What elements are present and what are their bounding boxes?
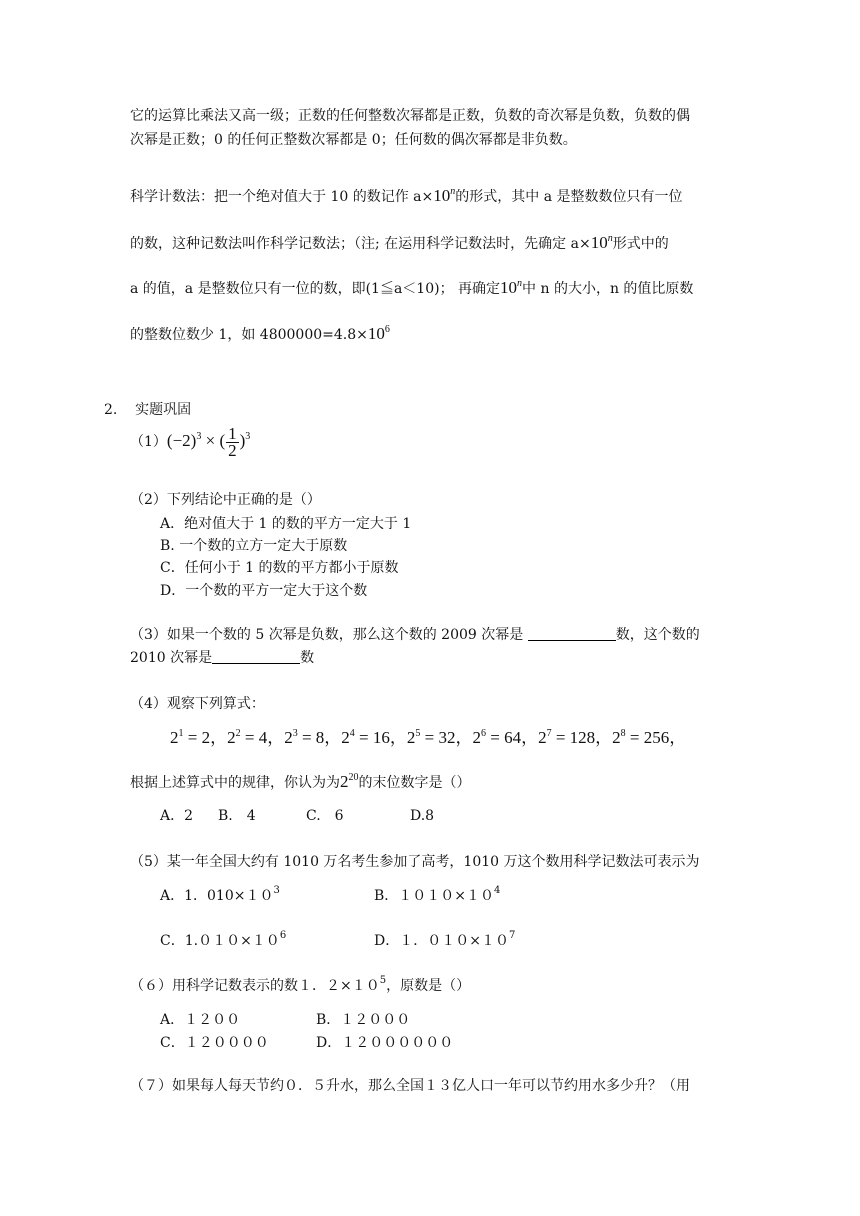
- answer-blank-2[interactable]: [212, 649, 300, 664]
- power-equation: $2^8 = 256$，: [612, 728, 687, 747]
- question-2-stem: （2）下列结论中正确的是（）: [130, 492, 321, 508]
- q6-option-c: C．１２００００: [160, 1035, 269, 1051]
- q2-option-b: B. 一个数的立方一定大于原数: [160, 538, 348, 554]
- power-equation: $2^4 = 16$，: [341, 728, 407, 747]
- q2-option-d: D．一个数的平方一定大于这个数: [160, 583, 368, 599]
- power-10-6: $10^6$: [367, 324, 390, 343]
- section-title: 实题巩固: [135, 402, 192, 418]
- section-number: 2.: [104, 402, 118, 418]
- power-equation: $2^3 = 8$，: [284, 728, 342, 747]
- question-1: $(1)(-2)^3$ × ( $\frac{1}{2}$ )$^3$: [130, 423, 251, 460]
- q5-option-a: A．1．$010\times 10^3$: [160, 885, 280, 904]
- power-equation: $2^6 = 64$，: [472, 728, 539, 747]
- q2-option-a: A．绝对值大于 1 的数的平方一定大于 1: [160, 516, 412, 532]
- question-6-stem: （６）用科学记数表示的数１．$2\times 10^5$，原数是（）: [130, 975, 471, 994]
- question-5-stem: （5）某一年全国大约有 1010 万名考生参加了高考，1010 万这个数用科学记数法可表示为: [130, 854, 700, 870]
- power-10-n: 10$^n$: [590, 233, 613, 252]
- q4-option-b: B. 4: [218, 808, 256, 824]
- answer-blank-1[interactable]: [528, 626, 616, 641]
- section-heading: [104, 400, 191, 420]
- sci-line-2: 的数，这种记数法叫作科学记数法；（注; 在运用科学记数法时，先确定 $a\times 10^n$形式中的: [130, 233, 669, 252]
- q1-expression: $(-2)^3$ × ( $\frac{1}{2}$ )$^3$: [166, 423, 251, 460]
- q5-option-b: B．$1010\times 10^4$: [374, 885, 501, 904]
- q6-option-b: B．１２０００: [316, 1012, 411, 1028]
- question-4-question: 根据上述算式中的规律，你认为为$2^{20}$的末位数字是（）: [130, 772, 471, 791]
- q6-option-a: A．１２００: [160, 1012, 241, 1028]
- question-3-line-1: （3）如果一个数的 5 次幂是负数，那么这个数的 2009 次幂是 数，这个数的: [130, 627, 700, 643]
- power-2-20: $2^{20}$: [340, 772, 359, 791]
- q5-option-c: C．$1.010\times 10^6$: [160, 930, 287, 949]
- fraction-one-half: $\frac{1}{2}$: [228, 423, 237, 460]
- question-7-stem: （７）如果每人每天节约０．５升水，那么全国１３亿人口一年可以节约用水多少升？（用: [130, 1078, 690, 1094]
- intro-line-1: 它的运算比乘法又高一级；正数的任何整数次幂都是正数，负数的奇次幂是负数，负数的偶: [130, 108, 690, 124]
- power-equation: $2^5 = 32$，: [406, 728, 473, 747]
- q4-option-d: D.8: [410, 808, 435, 824]
- power-equation: $2^2 = 4$，: [227, 728, 285, 747]
- q4-option-a: A．2: [160, 808, 194, 824]
- sci-line-4: 的整数位数少 1，如 $4800000=4.8\times 10^6$: [130, 324, 390, 343]
- q6-option-d: D．１２００００００: [316, 1035, 454, 1051]
- q4-option-c: C. 6: [306, 808, 344, 824]
- q2-option-c: C．任何小于 1 的数的平方都小于原数: [160, 560, 399, 576]
- powers-of-two-row: [170, 726, 686, 750]
- power-10-n: 10$^n$: [500, 278, 523, 297]
- intro-line-2: 次幂是正数；0 的任何正整数次幂都是 0；任何数的偶次幂都是非负数。: [130, 132, 577, 148]
- sci-line-3: a 的值，a 是整数位只有一位的数，即(1≦a＜10)； 再确定10$^n$中 n 的大小，n 的值比原数: [130, 278, 694, 297]
- question-4-stem: （4）观察下列算式：: [130, 696, 265, 712]
- power-equation: $2^1 = 2$，: [170, 728, 228, 747]
- q5-option-d: D．１．$010\times 10^7$: [374, 930, 516, 949]
- question-3-line-2: 2010 次幂是 数: [130, 650, 315, 666]
- power-10-n: 10$^n$: [433, 186, 456, 205]
- sci-line-1: 科学计数法：把一个绝对值大于 10 的数记作 $a\times 10^n$的形式，其中 a 是整数数位只有一位: [130, 186, 683, 205]
- power-equation: $2^7 = 128$，: [538, 728, 613, 747]
